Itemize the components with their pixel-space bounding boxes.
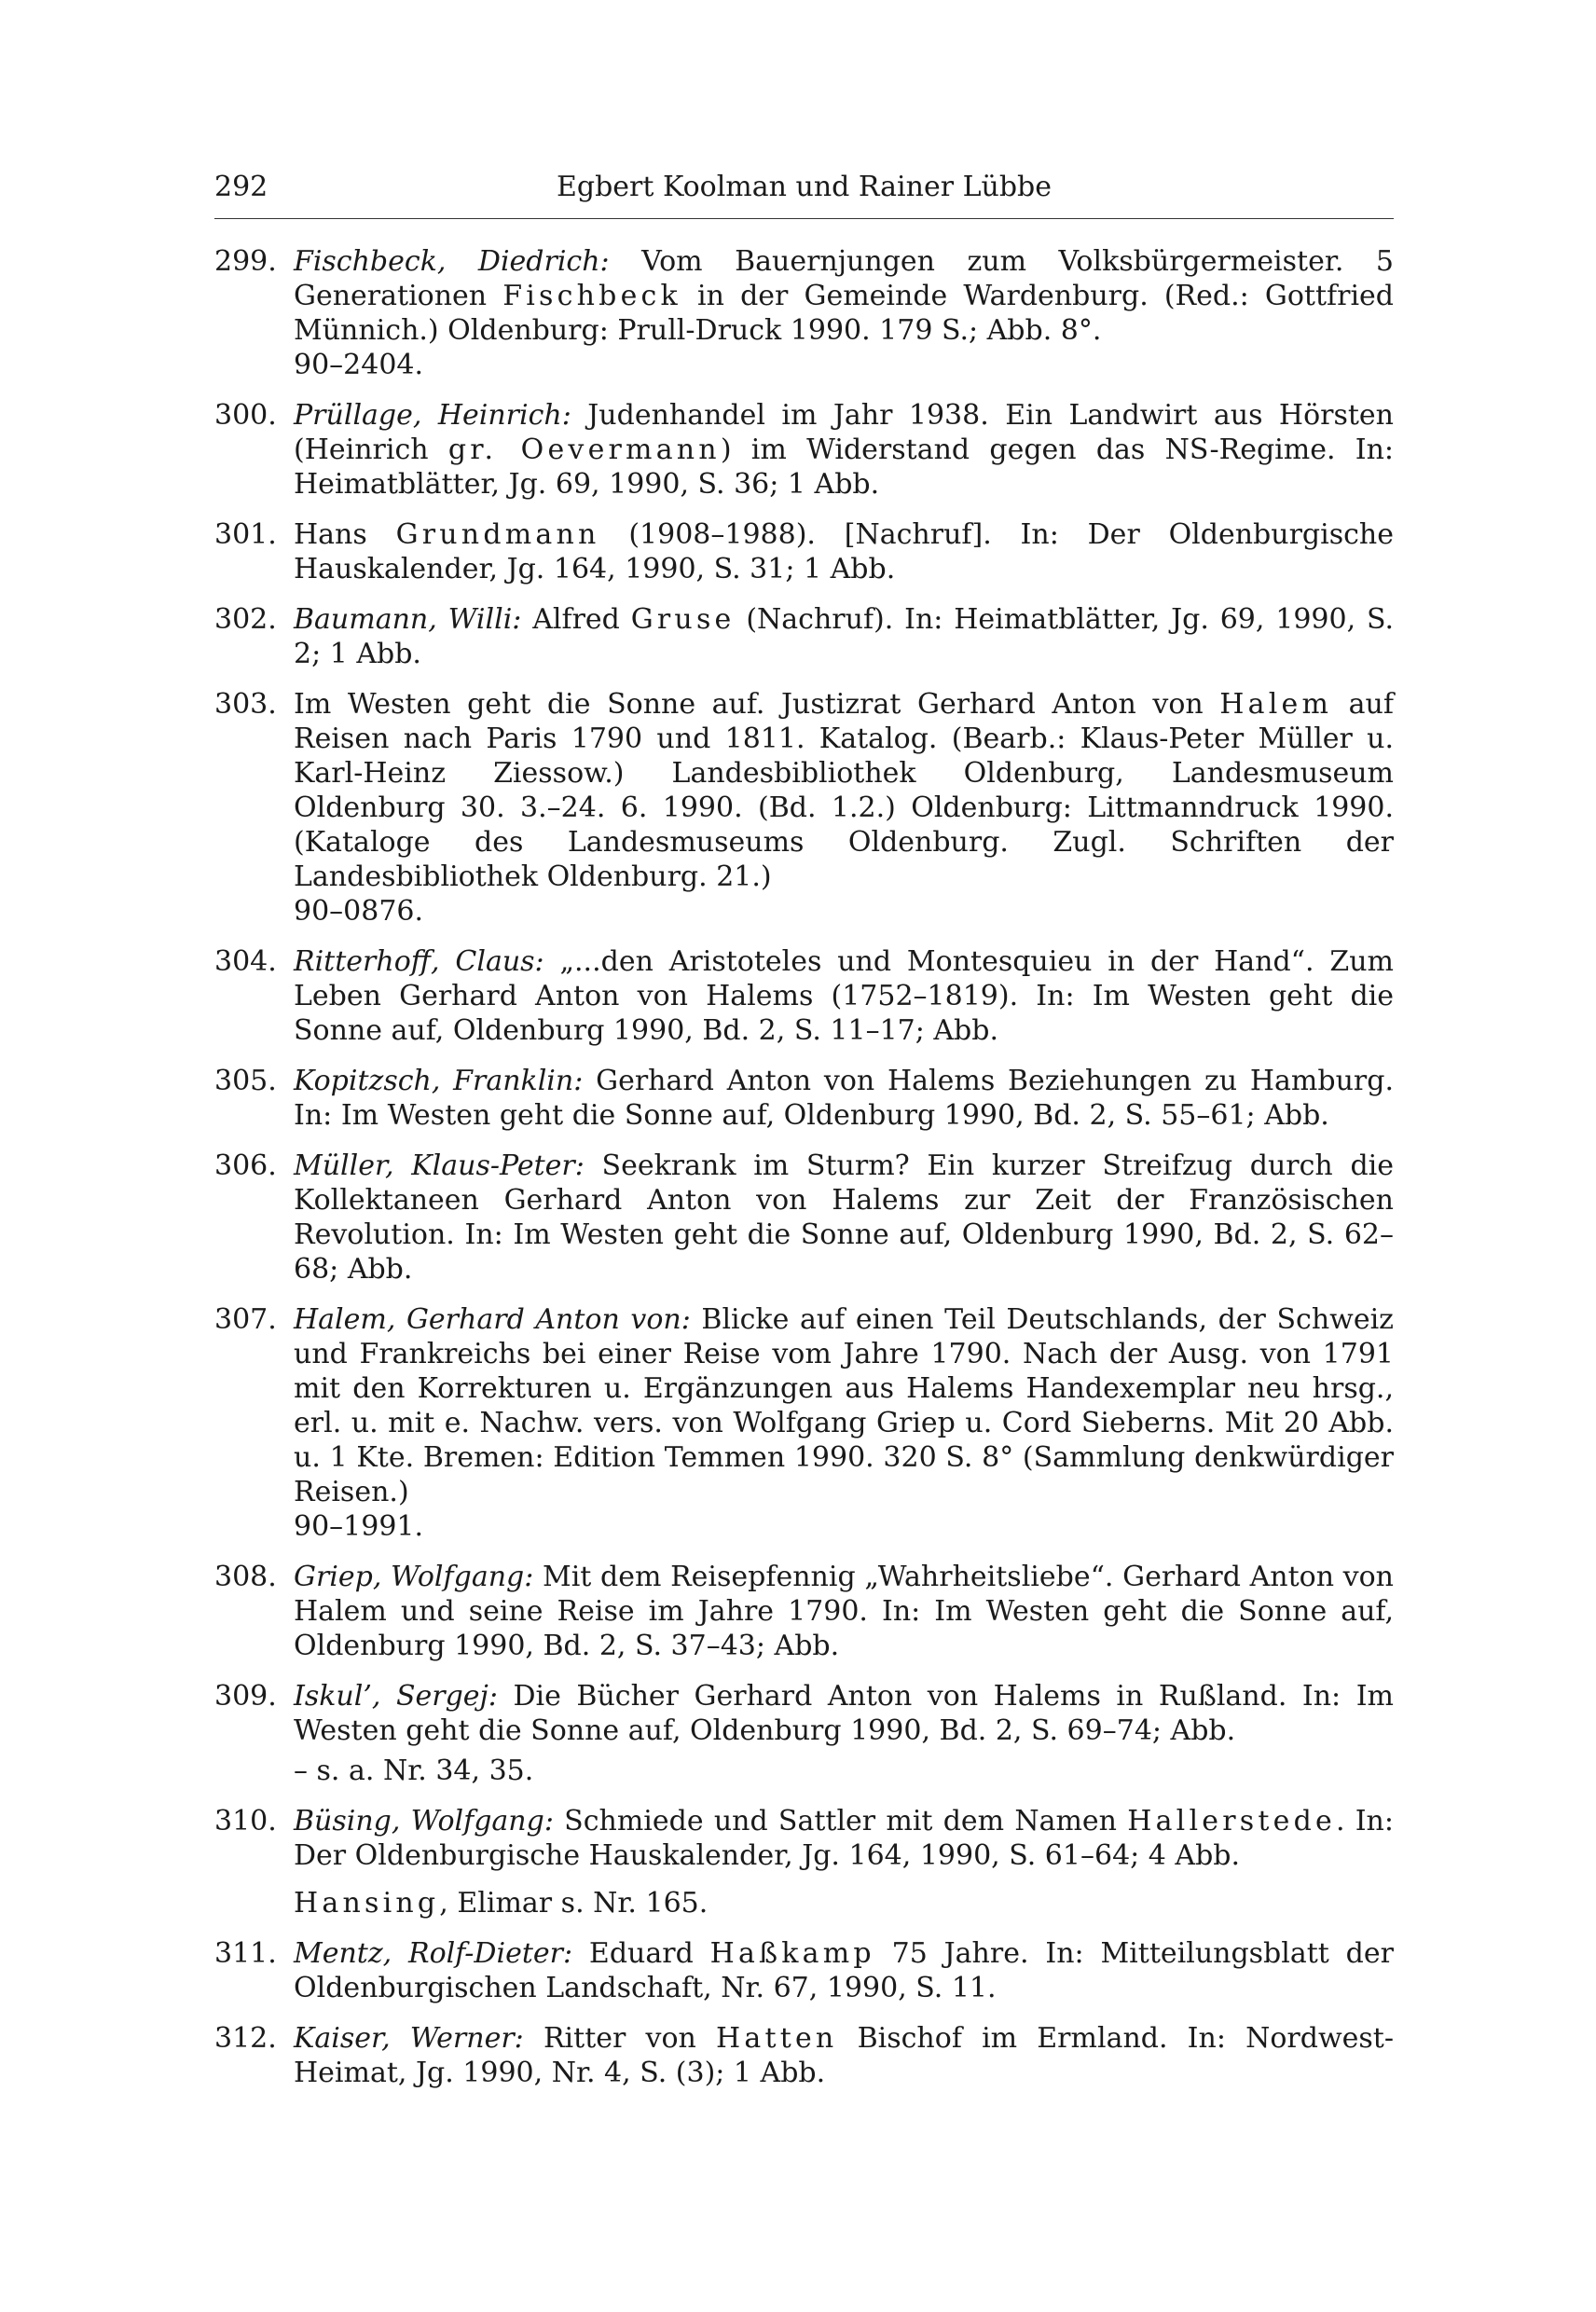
cross-reference-name: Hansing [294,1887,440,1920]
entry-see-also: – s. a. Nr. 34, 35. [294,1755,534,1787]
entry-spaced-name: Gruse [630,603,736,636]
entry-body: 75 Jahre. In: Mitteilungsblatt der Oldenburgischen Landschaft, Nr. 67, 1990, S. 11. [294,1937,1394,2004]
entry-author: Kaiser, Werner: [294,2022,524,2055]
entry-spaced-name: Hallerstede [1127,1805,1336,1837]
running-head [214,164,1394,211]
entry-text [294,517,1394,586]
entry-author: Griep, Wolfgang: [294,1561,534,1593]
entry-text [294,1679,1394,1748]
entry-text [294,1302,1394,1509]
entry-body: Gerhard Anton von Halems Beziehungen zu Hamburg. In: Im Westen geht die Sonne auf, Oldenburg 1990, Bd. 2, S. 55–61; Abb. [294,1065,1394,1132]
entry-author: Prüllage, Heinrich: [294,399,571,432]
entry-spaced-name: Fischbeck [502,280,681,312]
bibliography-entry-305 [214,1064,1394,1133]
entry-text [294,1804,1394,1873]
entry-spaced-name: Halem [1219,688,1333,721]
entry-number: 312. [214,2022,277,2055]
page-number: 292 [214,171,268,203]
entry-author: Ritterhoff, Claus: [294,945,544,978]
entry-number: 307. [214,1303,277,1336]
entry-accession-code: 90–2404. [294,349,424,381]
entry-text [294,1149,1394,1287]
entry-body: Im Westen geht die Sonne auf. Justizrat Gerhard Anton von [294,688,1220,721]
entry-body: (1908–1988). [Nachruf]. In: Der Oldenburgische Hauskalender, Jg. 164, 1990, S. 31; 1 Abb. [294,518,1394,585]
entry-spaced-name: Hatten [716,2022,838,2055]
bibliography-entry-308 [214,1560,1394,1663]
bibliography-entry-312 [214,2021,1394,2090]
entry-text [294,1560,1394,1663]
entry-number: 310. [214,1805,277,1837]
entry-number: 301. [214,518,277,551]
entry-accession-code: 90–1991. [294,1510,424,1543]
entry-body: Judenhandel im Jahr 1938. Ein Landwirt aus Hörsten (Heinrich [294,399,1394,466]
entry-body: Alfred [521,603,631,636]
entry-author: Iskul’, Sergej: [294,1680,498,1713]
entry-number: 308. [214,1561,277,1593]
bibliography-entry-300 [214,398,1394,502]
bibliography-entry-307 [214,1302,1394,1544]
bibliography-entry-299 [214,244,1394,382]
entry-spaced-name: Grundmann [395,518,600,551]
bibliography-entry-309 [214,1679,1394,1788]
entry-body: Schmiede und Sattler mit dem Namen [553,1805,1128,1837]
entry-body: (Nachruf). In: Heimatblätter, Jg. 69, 1990, S. 2; 1 Abb. [294,603,1394,670]
entry-number: 300. [214,399,277,432]
entry-body: Eduard [572,1937,710,1970]
bibliography-entry-311 [214,1936,1394,2005]
bibliography-entry-306 [214,1149,1394,1287]
entry-body: „...den Aristoteles und Montesquieu in der Hand“. Zum Leben Gerhard Anton von Halems (1752–1819). In: Im Westen geht die Sonne auf, Oldenburg 1990, Bd. 2, S. 11–17; Abb. [294,945,1394,1047]
bibliography-list [214,244,1394,2090]
bibliography-entry-302 [214,602,1394,671]
entry-text [294,1936,1394,2005]
entry-spaced-name: Haßkamp [709,1937,875,1970]
bibliography-entry-303 [214,687,1394,929]
entry-author: Kopitzsch, Franklin: [294,1065,584,1097]
running-title: Egbert Koolman und Rainer Lübbe [556,171,1052,203]
entry-body: Blicke auf einen Teil Deutschlands, der Schweiz und Frankreichs bei einer Reise vom Jahre 1790. Nach der Ausg. von 1791 mit den Korrekturen u. Ergänzungen aus Halems Handexemplar neu hrsg., erl. u. mit e. Nachw. vers. von Wolfgang Griep u. Cord Sieberns. Mit 20 Abb. u. 1 Kte. Bremen: Edition Temmen 1990. 320 S. 8° (Sammlung denkwürdiger Reisen.) [294,1303,1394,1508]
entry-body: Hans [294,518,396,551]
entry-number: 302. [214,603,277,636]
header-divider [214,218,1394,219]
entry-author: Mentz, Rolf-Dieter: [294,1937,573,1970]
entry-number: 304. [214,945,277,978]
bibliography-entry-310 [214,1804,1394,1873]
entry-author: Halem, Gerhard Anton von: [294,1303,691,1336]
entry-body: Vom Bauernjungen zum Volksbürgermeister. 5 Generationen [294,245,1394,312]
entry-body: Bischof im Ermland. In: Nordwest-Heimat, Jg. 1990, Nr. 4, S. (3); 1 Abb. [294,2022,1394,2089]
entry-number: 311. [214,1937,277,1970]
entry-text [294,2021,1394,2090]
bibliography-entry-301 [214,517,1394,586]
entry-number: 305. [214,1065,277,1097]
bibliography-entry-304 [214,944,1394,1048]
entry-number: 303. [214,688,277,721]
entry-body: Seekrank im Sturm? Ein kurzer Streifzug durch die Kollektaneen Gerhard Anton von Halems zur Zeit der Französischen Revolution. In: Im Westen geht die Sonne auf, Oldenburg 1990, Bd. 2, S. 62–68; Abb. [294,1149,1394,1286]
entry-author: Fischbeck, Diedrich: [294,245,610,278]
entry-author: Müller, Klaus-Peter: [294,1149,585,1182]
entry-body: Ritter von [523,2022,716,2055]
cross-reference-text: , Elimar s. Nr. 165. [439,1887,709,1920]
entry-author: Büsing, Wolfgang: [294,1805,554,1837]
entry-spaced-name: gr. Oevermann [447,434,721,466]
entry-number: 309. [214,1680,277,1713]
entry-text [294,1064,1394,1133]
entry-body: auf Reisen nach Paris 1790 und 1811. Katalog. (Bearb.: Klaus-Peter Müller u. Karl-Heinz Ziessow.) Landesbibliothek Oldenburg, Landesmuseum Oldenburg 30. 3.–24. 6. 1990. (Bd. 1.2.) Oldenburg: Littmanndruck 1990. (Kataloge des Landesmuseums Oldenburg. Zugl. Schriften der Landesbibliothek Oldenburg. 21.) [294,688,1394,893]
entry-body: Mit dem Reisepfennig „Wahrheitsliebe“. Gerhard Anton von Halem und seine Reise im Jahre 1790. In: Im Westen geht die Sonne auf, Oldenburg 1990, Bd. 2, S. 37–43; Abb. [294,1561,1395,1662]
entry-body: ) im Widerstand gegen das NS-Regime. In: Heimatblätter, Jg. 69, 1990, S. 36; 1 Abb. [294,434,1394,501]
entry-accession-code: 90–0876. [294,895,424,928]
entry-body: . In: Der Oldenburgische Hauskalender, Jg. 164, 1990, S. 61–64; 4 Abb. [294,1805,1394,1872]
entry-text [294,944,1394,1048]
entry-text [294,687,1394,894]
entry-author: Baumann, Willi: [294,603,522,636]
entry-text [294,244,1394,348]
entry-body: in der Gemeinde Wardenburg. (Red.: Gottfried Münnich.) Oldenburg: Prull-Druck 1990. 179 S.; Abb. 8°. [294,280,1394,347]
entry-text [294,602,1394,671]
entry-number: 306. [214,1149,277,1182]
entry-number: 299. [214,245,277,278]
entry-body: Die Bücher Gerhard Anton von Halems in Rußland. In: Im Westen geht die Sonne auf, Oldenburg 1990, Bd. 2, S. 69–74; Abb. [294,1680,1394,1747]
cross-reference [214,1886,1394,1920]
entry-text [294,398,1394,502]
